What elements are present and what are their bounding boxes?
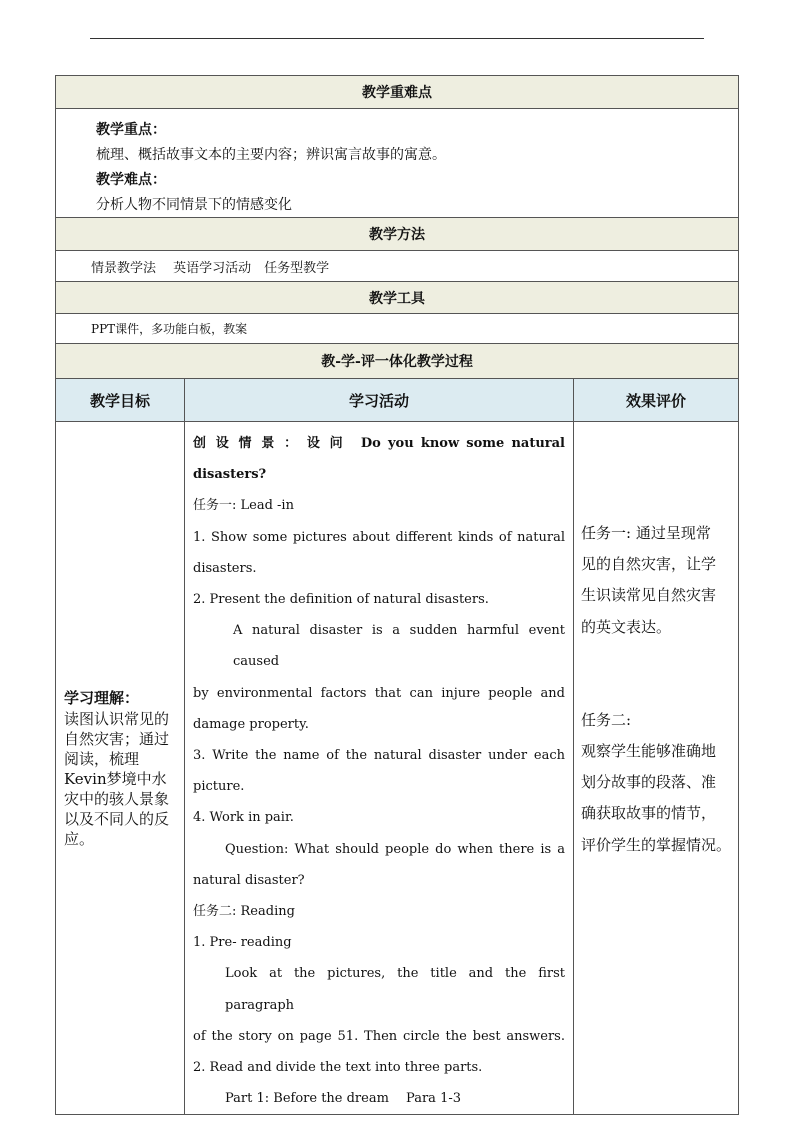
activity-line: picture. xyxy=(193,779,245,795)
methods-text: 情景教学法 英语学习活动 任务型教学 xyxy=(56,251,739,282)
key-point-text: 梳理、概括故事文本的主要内容；辨识寓言故事的寓意。 xyxy=(96,147,446,163)
eval-line: 的英文表达。 xyxy=(581,617,672,636)
lesson-plan-table xyxy=(55,75,739,1115)
activity-column-header: 学习活动 xyxy=(185,379,574,422)
goal-title: 学习理解： xyxy=(64,689,140,708)
activity-line: 任务一: Lead -in xyxy=(193,498,294,514)
hard-point-text: 分析人物不同情景下的情感变化 xyxy=(96,197,292,213)
eval-column-header: 效果评价 xyxy=(574,379,739,422)
eval-line: 划分故事的段落、准 xyxy=(581,773,717,792)
activity-cell xyxy=(185,422,574,1115)
tools-text: PPT课件，多功能白板，教案 xyxy=(56,314,739,344)
activity-line: 2. Read and divide the text into three parts. xyxy=(193,1060,483,1076)
activity-line: damage property. xyxy=(193,716,309,732)
goal-column-header: 教学目标 xyxy=(56,379,185,422)
eval-line: 评价学生的掌握情况。 xyxy=(581,835,732,854)
difficulty-content xyxy=(56,109,739,218)
eval-line: 任务一: 通过呈现常 xyxy=(581,524,711,542)
activity-line: 1. Show some pictures about different kinds of natural xyxy=(193,529,565,545)
page-header-rule xyxy=(90,38,704,39)
hard-point-label: 教学难点： xyxy=(96,172,166,188)
activity-line: disasters. xyxy=(193,560,257,576)
eval-spacer xyxy=(581,674,734,705)
eval-line: 见的自然灾害，让学 xyxy=(581,555,717,574)
activity-line: 2. Present the definition of natural disasters. xyxy=(193,592,489,608)
process-header: 教-学-评一体化教学过程 xyxy=(56,344,739,379)
activity-line: 3. Write the name of the natural disaster under each xyxy=(193,748,565,764)
activity-line: of the story on page 51. Then circle the best answers. xyxy=(193,1028,565,1044)
tools-header: 教学工具 xyxy=(56,282,739,314)
activity-line: by environmental factors that can injure people and xyxy=(193,685,565,701)
eval-line: 确获取故事的情节， xyxy=(581,804,717,823)
activity-line: A natural disaster is a sudden harmful event caused xyxy=(233,623,565,670)
activity-line: Part 1: Before the dream Para 1-3 xyxy=(225,1091,461,1107)
eval-line: 观察学生能够准确地 xyxy=(581,742,717,761)
eval-line: 生识读常见自然灾害 xyxy=(581,586,717,605)
methods-header: 教学方法 xyxy=(56,218,739,251)
activity-line: 任务二: Reading xyxy=(193,904,295,920)
activity-line: natural disaster? xyxy=(193,872,305,888)
key-point-label: 教学重点： xyxy=(96,122,166,138)
eval-line: 任务二: xyxy=(581,710,632,729)
activity-line: 1. Pre- reading xyxy=(193,935,292,951)
activity-line: Look at the pictures, the title and the first paragraph xyxy=(225,966,565,1013)
eval-cell xyxy=(574,422,739,1115)
activity-line: 4. Work in pair. xyxy=(193,810,294,826)
activity-line: 创 设 情 景 ： 设 问 Do you know some natural xyxy=(193,436,565,451)
difficulty-header: 教学重难点 xyxy=(56,76,739,109)
eval-spacer xyxy=(581,643,734,674)
goal-cell xyxy=(56,422,185,1115)
goal-text: 读图认识常见的自然灾害；通过阅读，梳理Kevin梦境中水灾中的骇人景象以及不同人的反应。 xyxy=(64,710,170,849)
activity-line: Question: What should people do when there is a xyxy=(225,841,565,857)
activity-line: disasters? xyxy=(193,467,267,483)
